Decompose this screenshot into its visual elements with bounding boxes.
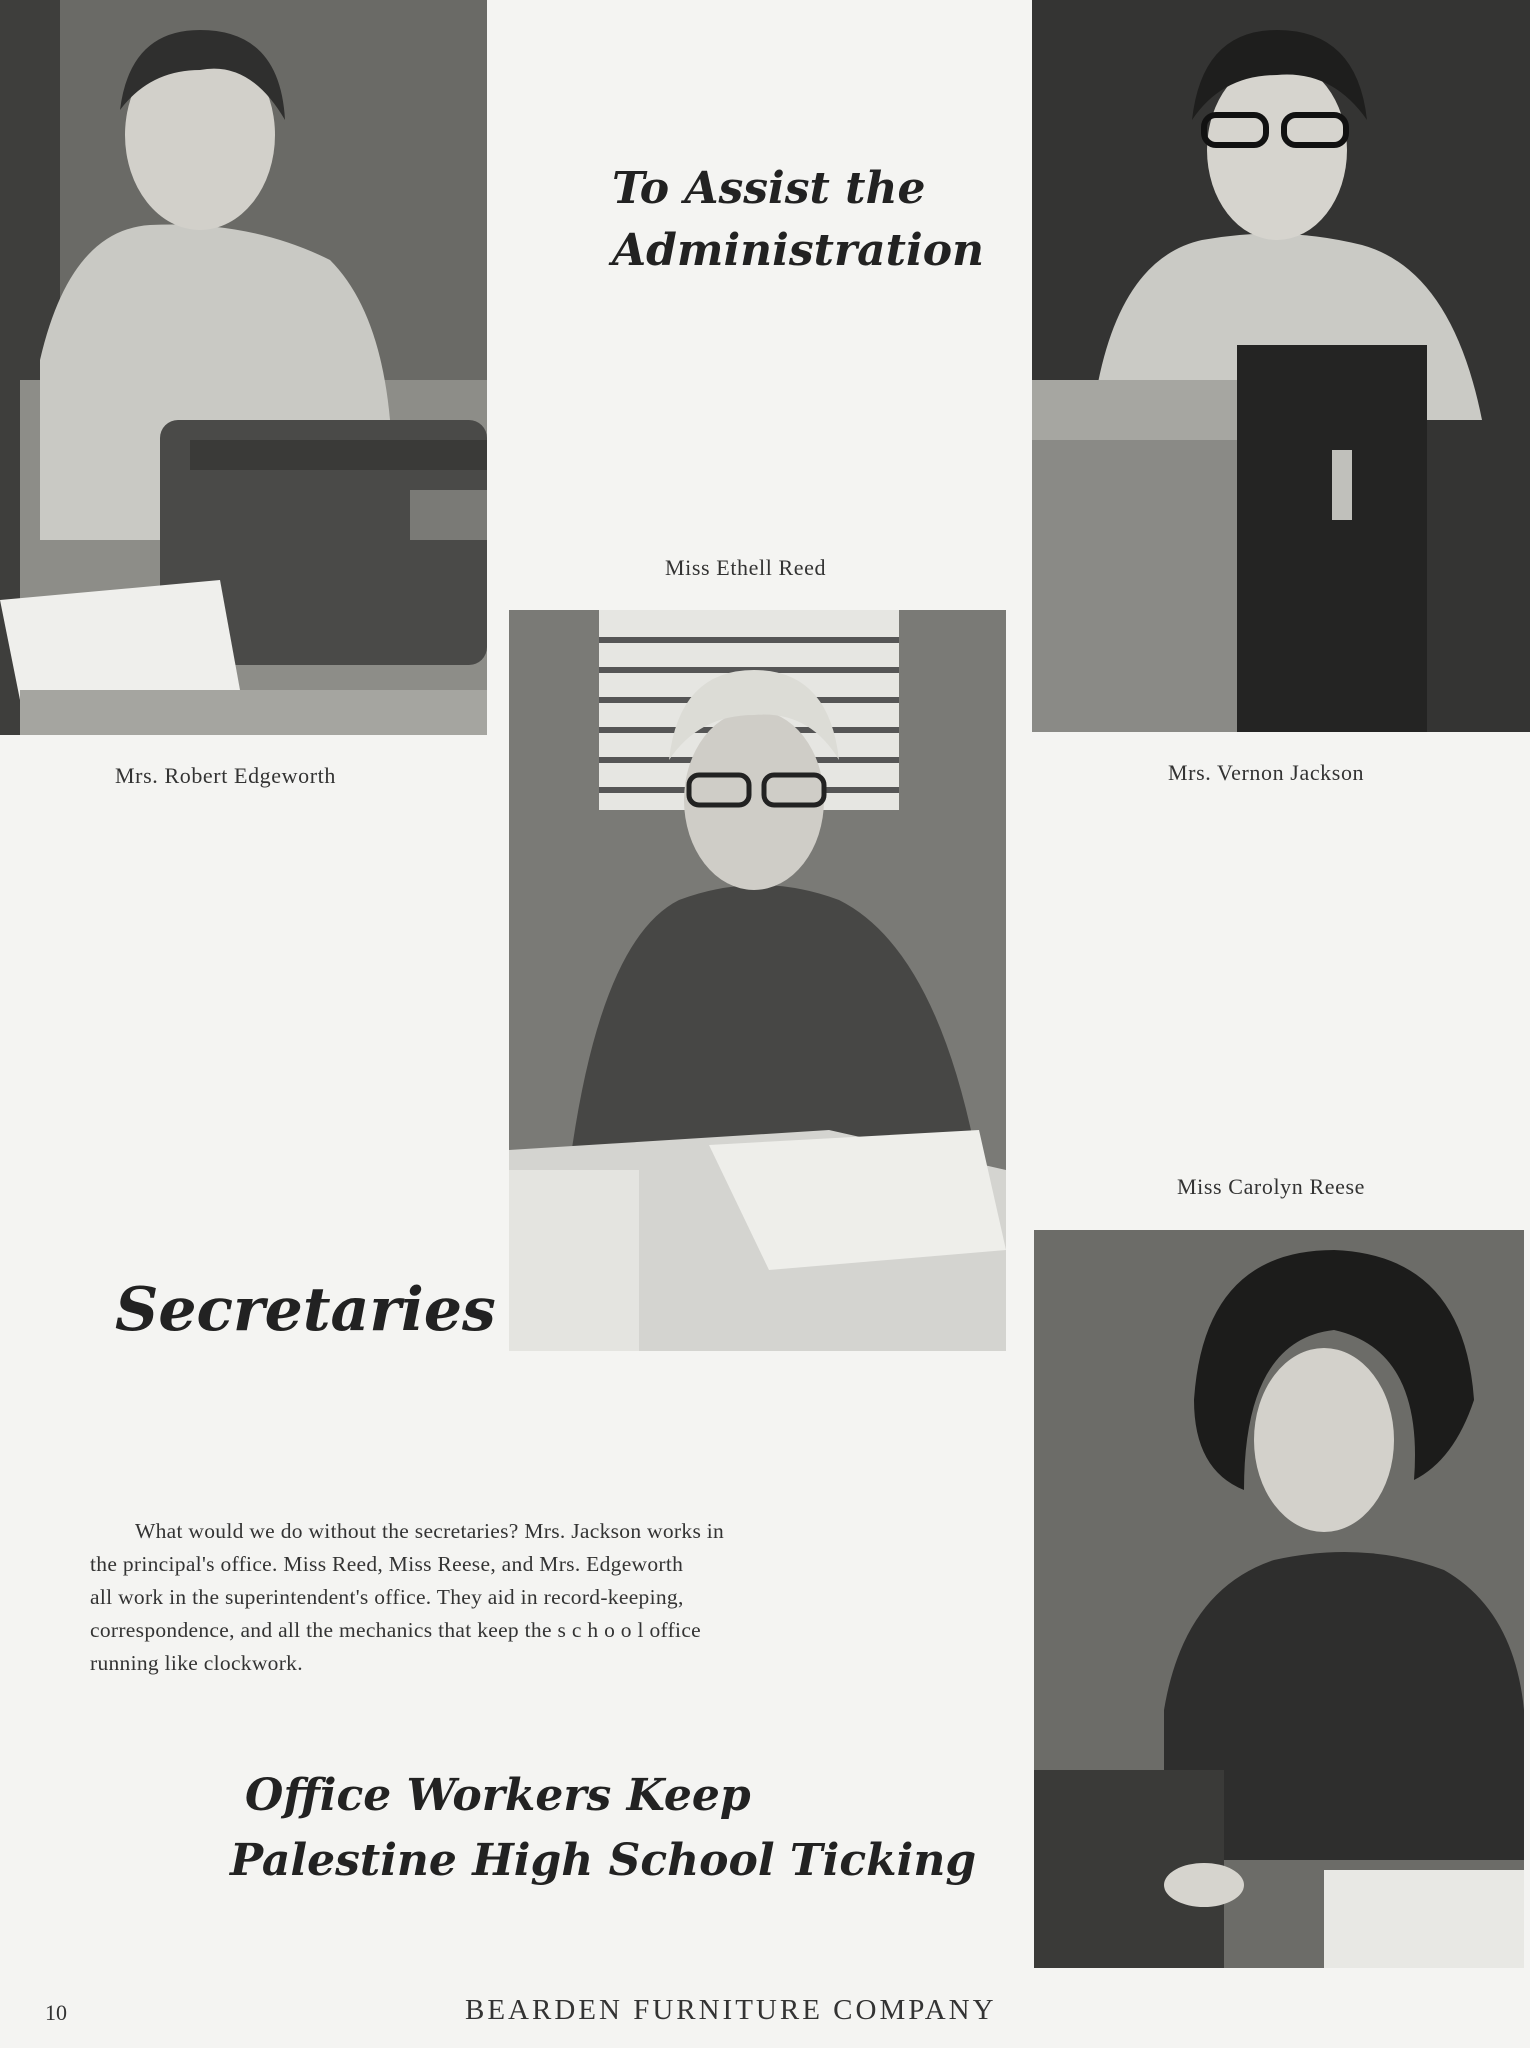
caption-reed: Miss Ethell Reed [665, 555, 827, 580]
body-line: running like clockwork. [90, 1651, 303, 1675]
photo-jackson [1032, 0, 1530, 732]
body-line: all work in the superintendent's office. They aid in record-keeping, [90, 1585, 684, 1609]
photo-reed [509, 610, 1006, 1351]
headline-bottom-line1: Office Workers Keep [245, 1770, 751, 1821]
body-paragraph [90, 1515, 890, 1680]
body-line: What would we do without the secretaries? Mrs. Jackson works in [135, 1519, 725, 1543]
headline-top-line1: To Assist the [612, 163, 926, 214]
headline-bottom-line2: Palestine High School Ticking [230, 1835, 977, 1886]
caption-jackson: Mrs. Vernon Jackson [1168, 760, 1365, 785]
footer-sponsor: BEARDEN FURNITURE COMPANY [465, 1994, 997, 2026]
caption-edgeworth: Mrs. Robert Edgeworth [115, 763, 336, 788]
section-title: Secretaries [115, 1275, 496, 1345]
photo-edgeworth [0, 0, 487, 735]
caption-reese: Miss Carolyn Reese [1177, 1174, 1366, 1199]
body-line: the principal's office. Miss Reed, Miss Reese, and Mrs. Edgeworth [90, 1552, 684, 1576]
page-number: 10 [45, 2000, 67, 2025]
photo-reese [1034, 1230, 1524, 1968]
body-line: correspondence, and all the mechanics that keep the s c h o o l office [90, 1618, 702, 1642]
headline-top-line2: Administration [612, 225, 985, 276]
